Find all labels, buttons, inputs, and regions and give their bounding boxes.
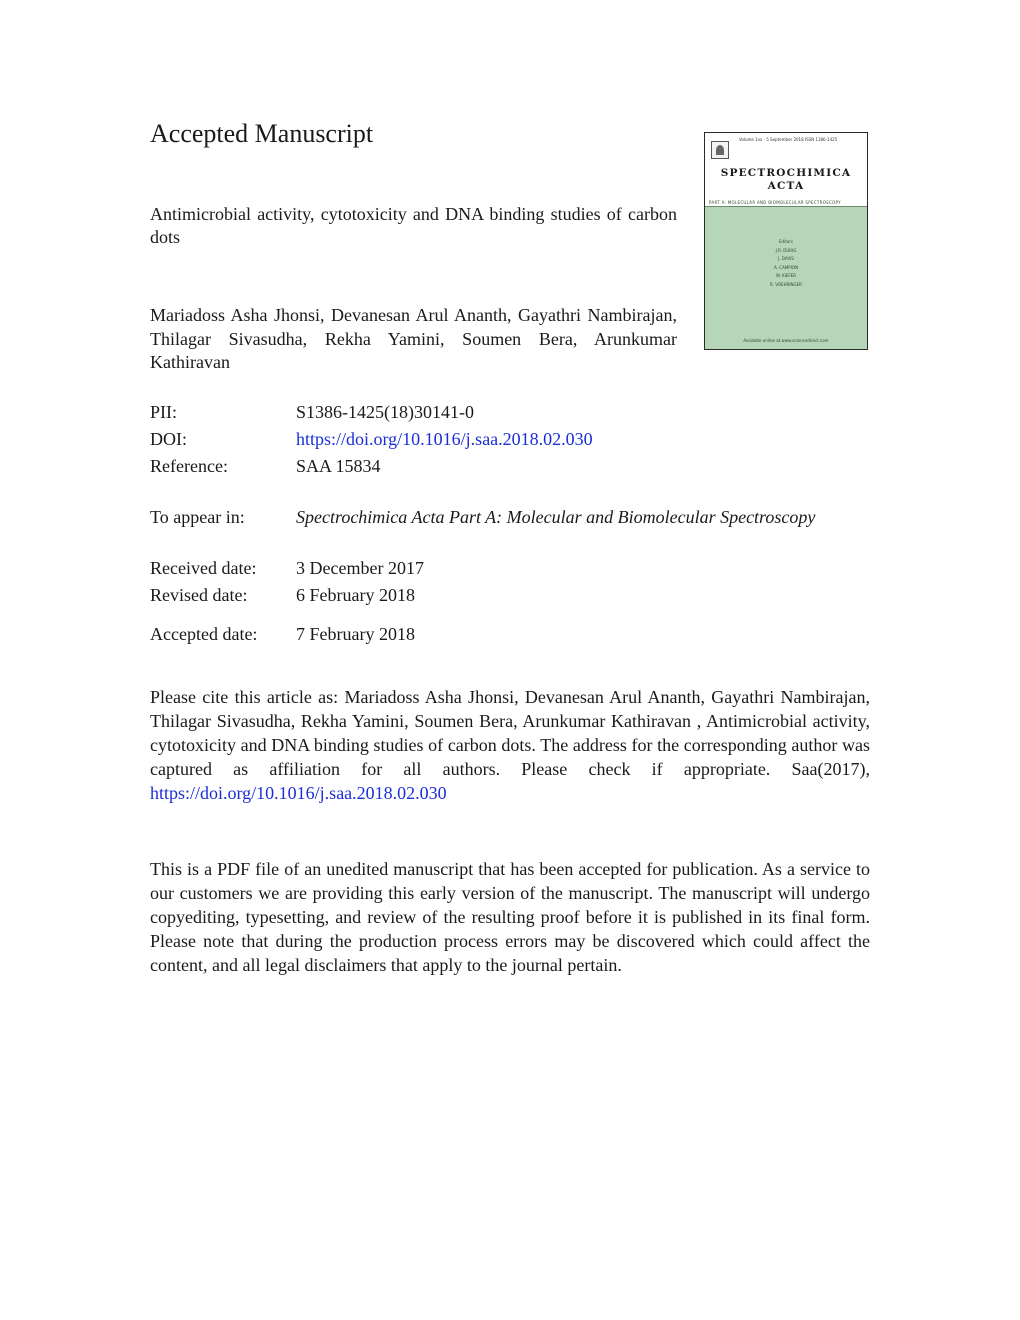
- citation-text: Please cite this article as: Mariadoss Asha Jhonsi, Devanesan Arul Ananth, Gayathri Nambirajan, Thilagar Sivasudha, Rekha Yamini, Soumen Bera, Arunkumar Kathiravan , Antimicrobial activity, cytotoxicity and DNA binding studies of carbon dots. The address for the corresponding author was captured as affiliation for all authors. Please check if appropriate. Saa(2017),: [150, 687, 870, 779]
- cover-journal-name: SPECTROCHIMICA ACTA: [720, 167, 852, 192]
- cover-footer: Available online at www.sciencedirect.com: [743, 338, 829, 343]
- journal-name: Spectrochimica Acta Part A: Molecular and Biomolecular Spectroscopy: [296, 507, 816, 527]
- cover-subtitle-strip: [705, 200, 867, 207]
- revised-date: 6 February 2018: [296, 585, 415, 605]
- meta-row-doi: [150, 428, 870, 451]
- meta-label: Reference:: [150, 456, 228, 476]
- meta-label: Revised date:: [150, 585, 248, 605]
- received-date: 3 December 2017: [296, 558, 424, 578]
- meta-label: PII:: [150, 402, 177, 422]
- cover-editors: [705, 239, 867, 290]
- cover-header: [705, 133, 867, 201]
- cover-editor: R. VOEHRINGER: [770, 281, 802, 287]
- meta-row-appear-in: [150, 494, 870, 540]
- reference-value: SAA 15834: [296, 456, 381, 476]
- meta-row-reference: [150, 455, 870, 478]
- cover-editor: A. CAMPION: [774, 264, 798, 270]
- cover-editor: J. DAVIS: [778, 256, 794, 261]
- tree-logo-icon: [711, 141, 729, 159]
- meta-label: Accepted date:: [150, 624, 258, 644]
- page-title: Accepted Manuscript: [150, 119, 374, 148]
- meta-row-received: [150, 557, 870, 580]
- citation-paragraph: [150, 685, 870, 805]
- pii-value: S1386-1425(18)30141-0: [296, 402, 474, 422]
- doi-link[interactable]: https://doi.org/10.1016/j.saa.2018.02.030: [296, 429, 593, 449]
- article-title: Antimicrobial activity, cytotoxicity and DNA binding studies of carbon dots: [150, 204, 677, 247]
- accepted-date: 7 February 2018: [296, 623, 415, 644]
- meta-row-pii: [150, 401, 870, 424]
- meta-label: Received date:: [150, 558, 257, 578]
- meta-row-revised: [150, 584, 870, 607]
- author-list: Mariadoss Asha Jhonsi, Devanesan Arul Ananth, Gayathri Nambirajan, Thilagar Sivasudha, Rekha Yamini, Soumen Bera, Arunkumar Kathiravan: [150, 305, 677, 372]
- meta-label: DOI:: [150, 429, 187, 449]
- cover-editor: J.R. DURIG: [775, 247, 797, 253]
- meta-label: To appear in:: [150, 506, 245, 527]
- cover-part-line: PART A: MOLECULAR AND BIOMOLECULAR SPECTROSCOPY: [709, 200, 841, 205]
- cover-volume-line: Volume 1xx · 5 September 2018 ISSN 1386-1425: [739, 137, 838, 142]
- disclaimer-paragraph: This is a PDF file of an unedited manuscript that has been accepted for publication. As a service to our customers we are providing this early version of the manuscript. The manuscript will undergo copyediting, typesetting, and review of the resulting proof before it is published in its final form. Please note that during the production process errors may be discovered which could affect the content, and all legal disclaimers that apply to the journal pertain.: [150, 859, 870, 975]
- journal-cover-image: [704, 132, 868, 350]
- citation-doi-link[interactable]: https://doi.org/10.1016/j.saa.2018.02.030: [150, 783, 447, 803]
- cover-editor: W. KIEFER: [776, 273, 796, 278]
- cover-editors-heading: Editors: [779, 239, 793, 244]
- meta-row-accepted: [150, 610, 870, 658]
